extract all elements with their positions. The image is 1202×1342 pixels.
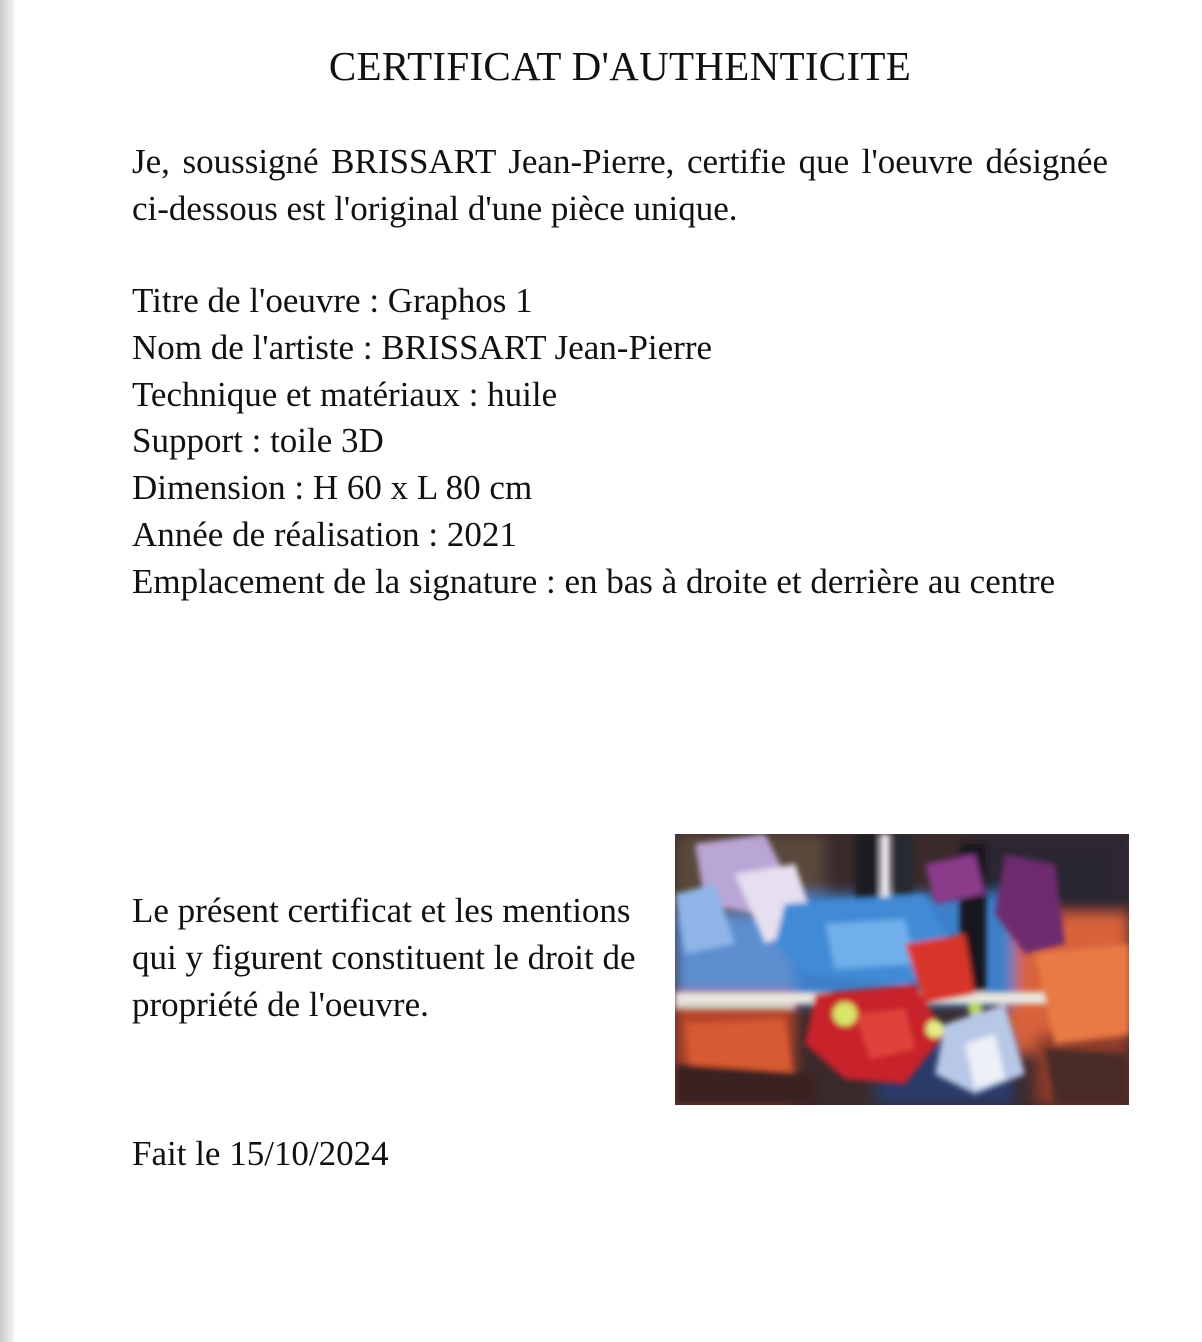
certificate-title: CERTIFICAT D'AUTHENTICITE	[328, 43, 912, 89]
field-year: Année de réalisation : 2021	[132, 514, 517, 554]
field-signature-location: Emplacement de la signature : en bas à droite et derrière au centre	[132, 561, 1056, 601]
field-technique: Technique et matériaux : huile	[132, 374, 558, 414]
field-artwork-title: Titre de l'oeuvre : Graphos 1	[132, 281, 533, 320]
field-dimension: Dimension : H 60 x L 80 cm	[132, 468, 533, 508]
abstract-painting	[675, 834, 1129, 1105]
property-statement: Le présent certificat et les mentions qui y figurent constituent le droit de propriété de l'oeuvre.	[132, 891, 636, 1024]
certification-statement: Je, soussigné BRISSART Jean-Pierre, certifie que l'oeuvre désignée ci-dessous est l'original d'une pièce unique.	[132, 142, 1108, 228]
artwork-details	[132, 278, 1112, 606]
field-artist-name: Nom de l'artiste : BRISSART Jean-Pierre	[132, 327, 713, 367]
artwork-image	[675, 834, 1129, 1105]
page-edge-shadow	[0, 0, 16, 1342]
date-line: Fait le 15/10/2024	[132, 1134, 389, 1173]
field-support: Support : toile 3D	[132, 421, 384, 461]
